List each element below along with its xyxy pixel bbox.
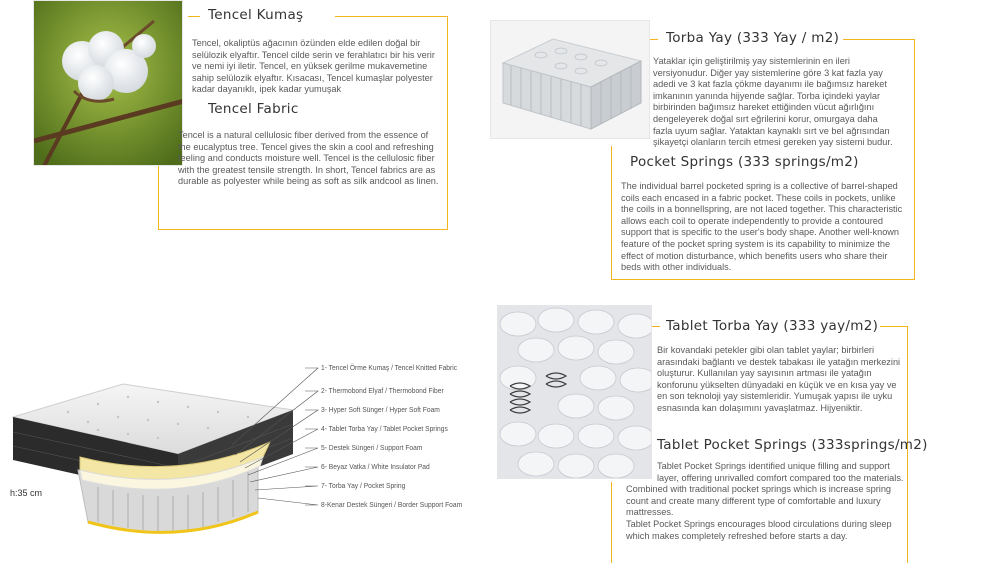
mattress-layer-label: 6- Beyaz Vatka / White Insulator Pad: [321, 462, 430, 471]
mattress-layer-label: 1- Tencel Örme Kumaş / Tencel Knitted Fabric: [321, 363, 458, 372]
mattress-image: [8, 362, 308, 547]
pocket-title-en: Pocket Springs (333 springs/m2): [630, 154, 859, 170]
mattress-cutaway: [8, 362, 308, 547]
tablet-border-left: [611, 482, 612, 563]
mattress-layer-label: 5- Destek Süngeri / Support Foam: [321, 443, 423, 452]
pocket-border-top: [843, 39, 915, 40]
pocket-title-tr: Torba Yay (333 Yay / m2): [666, 30, 840, 46]
mattress-layer-label: 8-Kenar Destek Süngeri / Border Support Foam: [321, 500, 463, 509]
tablet-title-tr: Tablet Torba Yay (333 yay/m2): [666, 318, 879, 334]
tablet-text-tr: Bir kovandaki petekler gibi olan tablet yaylar; birbirleri arasındaki bağlantı ve destek tabakası ile yatağın merkezini oluşturur. Kullanılan yay sayısının artması ile yatağın konforunu yükselten dünyadaki en küçük ve en kısa yay ve en son teknoloji yay sistemleridir. Yumuşak yapısı ile uyku esnasında kan dolaşımını yavaşlatmaz. Hijyeniktir.: [657, 345, 901, 413]
tablet-border-top: [880, 326, 908, 327]
tencel-text-tr: Tencel, okaliptüs ağacının özünden elde edilen doğal bir selülozik elyaftır. Tencel cilde serin ve ferahlatıcı bir his verir ve nemi iyi iletir. Tencel, en yüksek gerilme mukavemetine sahip selülozik elyaftır. Kısacası, Tencel kumaşlar polyester kadar dayanıklı, ipek kadar yumuşak: [192, 38, 435, 95]
tencel-border-left: [158, 166, 159, 230]
tencel-text-en: Tencel is a natural cellulosic fiber derived from the essence of the eucalyptus tree. Tencel gives the skin a cool and refreshing feeling and conducts moisture well. Tencel is the cellulosic fiber with the greatest tensile strength. In short, Tencel fabrics are as durable as polyester while being as soft as silk andcool as linen.: [178, 130, 439, 187]
pocket-text-tr: Yataklar için geliştirilmiş yay sistemlerinin en ileri versiyonudur. Diğer yay sistemlerine göre 3 kat fazla yay adedi ve 3 kat fazla çökme dayanımı ile bağımsız hareket imkanının yanında hijyende sağlar. Torba içindeki yaylar birbirinden bağımsız hareket ettiğinden vücut ağırlığını dengeleyerek doğal sırt eğrilerini korur, omurgaya daha fazla uyum sağlar. Yataktan kaynaklı sırt ve bel ağrısından şikayetçi olanların tercih etmesi gereken yay sistemi budur.: [653, 56, 893, 148]
pocket-spring-photo: [490, 20, 650, 139]
tablet-border-top-left: [652, 326, 660, 327]
tencel-border-bottom: [158, 229, 448, 230]
tablet-spring-image: [498, 306, 652, 479]
tencel-border-top: [335, 16, 448, 17]
pocket-border-right: [914, 39, 915, 280]
tablet-text-en-2: Combined with traditional pocket springs which is increase spring count and create many different type of comfortable and luxury mattresses.: [626, 484, 892, 518]
mattress-layer-label: 4- Tablet Torba Yay / Tablet Pocket Springs: [321, 424, 448, 433]
tablet-title-en: Tablet Pocket Springs (333springs/m2): [657, 437, 928, 453]
pocket-border-bottom: [611, 279, 915, 280]
tencel-title-tr: Tencel Kumaş: [208, 7, 304, 23]
tencel-border-right: [447, 16, 448, 230]
pocket-text-en: The individual barrel pocketed spring is a collective of barrel-shaped coils each encased in a fabric pocket. These coils in pockets, unlike the coils in a bonnellspring, are not laced together. This characteristic allows each coil to operate independently to provide a contoured support that is specific to the user's body shape. Another well-known feature of the pocket spring system is its capability to minimize the effect of motion disturbance, which benefits users who share their beds with other individuals.: [621, 181, 903, 273]
tablet-text-en-3: Tablet Pocket Springs encourages blood circulations during sleep which makes completely refreshed before starts a day.: [626, 518, 892, 541]
tencel-border-top-left: [188, 16, 200, 17]
pocket-spring-image: [491, 21, 650, 139]
mattress-height-label: h:35 cm: [10, 488, 43, 498]
mattress-layer-label: 2- Thermobond Elyaf / Thermobond Fiber: [321, 386, 444, 395]
pocket-border-top-left: [650, 39, 658, 40]
tencel-title-en: Tencel Fabric: [208, 101, 299, 117]
tablet-text-en: [626, 461, 904, 542]
tablet-text-en-1: Tablet Pocket Springs identified unique filling and support layer, offering unrivalled comfort compared too the materials.: [657, 461, 904, 483]
tablet-spring-photo: [497, 305, 652, 479]
cotton-plant-image: [34, 1, 183, 166]
cotton-photo: [33, 0, 183, 166]
mattress-layer-label: 7- Torba Yay / Pocket Spring: [321, 481, 406, 490]
pocket-border-left: [611, 146, 612, 280]
mattress-layer-label: 3- Hyper Soft Sünger / Hyper Soft Foam: [321, 405, 440, 414]
